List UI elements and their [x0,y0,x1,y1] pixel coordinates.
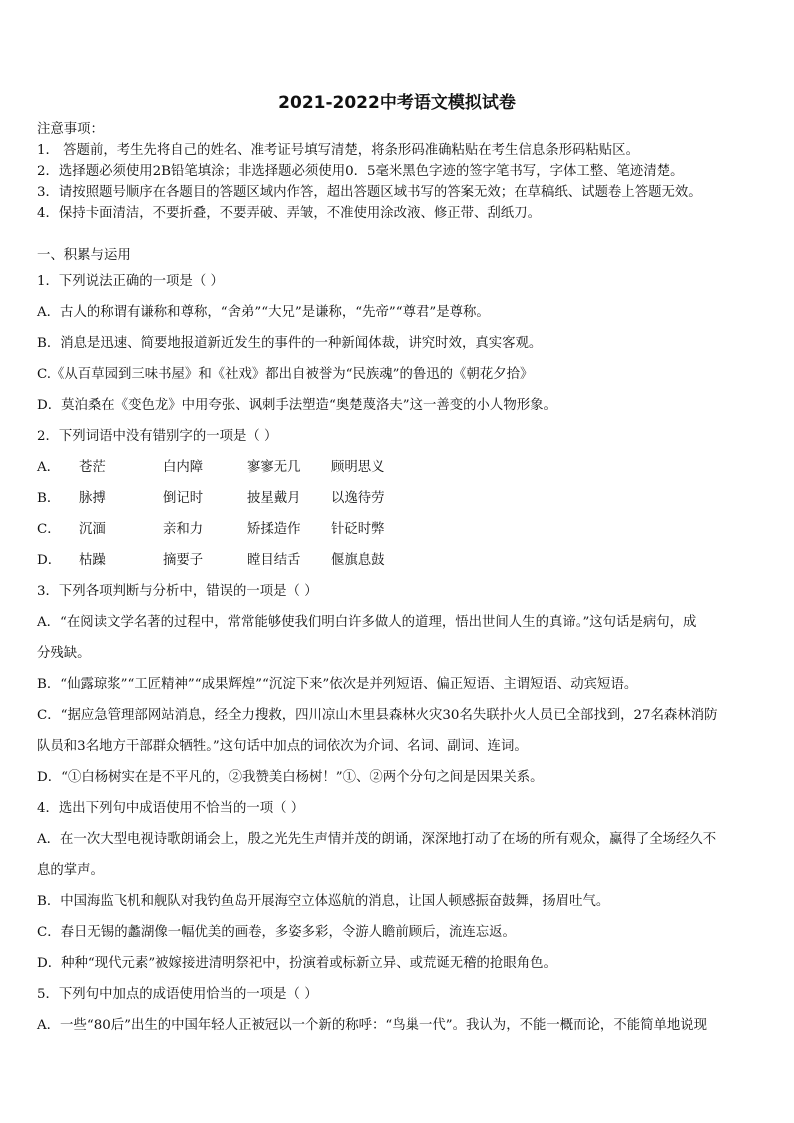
option-c: C.《从百草园到三味书屋》和《社戏》都出自被誉为“民族魂”的鲁迅的《朝花夕拾》 [37,367,534,382]
option-d: D．“①白杨树实在是不平凡的，②我赞美白杨树！”①、②两个分句之间是因果关系。 [37,770,544,785]
option-c-cont: 队员和3名地方干部群众牺牲。”这句话中加点的词依次为介词、名词、副词、连词。 [37,739,528,754]
section-heading: 一、积累与运用 [37,248,131,263]
option-word: 偃旗息鼓 [331,553,385,568]
option-b: B．消息是迅速、简要地报道新近发生的事件的一种新闻体裁，讲究时效，真实客观。 [37,336,543,351]
option-a: A．一些“80后”出生的中国年轻人正被冠以一个新的称呼：“鸟巢一代”。我认为，不能一概而论，不能简单地说现 [37,1018,708,1033]
word-option-row [37,552,415,570]
word-option-row [37,521,415,539]
notice-item: 1． 答题前，考生先将自己的姓名、准考证号填写清楚，将条形码准确粘贴在考生信息条形码粘贴区。 [37,143,639,158]
option-c: C．“据应急管理部网站消息，经全力搜救，四川凉山木里县森林火灾30名失联扑火人员已全部找到，27名森林消防 [37,708,718,723]
notice-heading: 注意事项： [37,122,104,137]
option-label: A． [37,460,61,475]
option-word: 倒记时 [163,491,204,506]
notice-item: 2．选择题必须使用2B铅笔填涂；非选择题必须使用0．5毫米黑色字迹的签字笔书写，字体工整、笔迹清楚。 [37,164,684,179]
option-word: 顾明思义 [331,460,385,475]
option-b: B．“仙露琼浆”“工匠精神”“成果辉煌”“沉淀下来”依次是并列短语、偏正短语、主谓短语、动宾短语。 [37,677,638,692]
option-word: 针砭时弊 [331,522,385,537]
question-stem: 4．选出下列句中成语使用不恰当的一项（ ） [37,801,305,816]
option-label: C． [37,522,61,537]
option-a-cont: 息的掌声。 [37,863,104,878]
option-word: 瞠目结舌 [247,553,301,568]
option-d: D．种种“现代元素”被嫁接进清明祭祀中，扮演着或标新立异、或荒诞无稽的抢眼角色。 [37,956,557,971]
option-word: 沉湎 [79,522,106,537]
notice-item: 3．请按照题号顺序在各题目的答题区域内作答，超出答题区域书写的答案无效；在草稿纸、试题卷上答题无效。 [37,185,702,200]
option-word: 矫揉造作 [247,522,301,537]
option-b: B．中国海监飞机和舰队对我钓鱼岛开展海空立体巡航的消息，让国人顿感振奋鼓舞，扬眉吐气。 [37,894,610,909]
option-word: 白内障 [163,460,204,475]
question-stem: 3．下列各项判断与分析中，错误的一项是（ ） [37,584,318,599]
exam-title: 2021-2022中考语文模拟试卷 [278,93,516,113]
option-word: 披星戴月 [247,491,301,506]
option-a-cont: 分残缺。 [37,646,91,661]
option-word: 亲和力 [163,522,204,537]
option-word: 枯躁 [79,553,106,568]
word-option-row [37,490,415,508]
option-word: 苍茫 [79,460,106,475]
option-word: 寥寥无几 [247,460,301,475]
option-a: A．“在阅读文学名著的过程中，常常能够使我们明白许多做人的道理，悟出世间人生的真谛。”这句话是病句，成 [37,615,697,630]
option-c: C．春日无锡的蠡湖像一幅优美的画卷，多姿多彩，令游人瞻前顾后，流连忘返。 [37,925,516,940]
question-stem: 5．下列句中加点的成语使用恰当的一项是（ ） [37,987,318,1002]
option-word: 摘要子 [163,553,204,568]
question-stem: 1．下列说法正确的一项是（ ） [37,274,224,289]
option-word: 以逸待劳 [331,491,385,506]
option-d: D．莫泊桑在《变色龙》中用夸张、讽刺手法塑造“奥楚蔑洛夫”这一善变的小人物形象。 [37,398,557,413]
option-label: B． [37,491,61,506]
word-option-row [37,459,415,477]
question-stem: 2．下列词语中没有错别字的一项是（ ） [37,429,278,444]
option-word: 脉搏 [79,491,106,506]
option-label: D． [37,553,62,568]
notice-item: 4．保持卡面清洁，不要折叠，不要弄破、弄皱，不准使用涂改液、修正带、刮纸刀。 [37,206,541,221]
option-a: A．古人的称谓有谦称和尊称，“舍弟”“大兄”是谦称，“先帝”“尊君”是尊称。 [37,305,490,320]
option-a: A．在一次大型电视诗歌朗诵会上，殷之光先生声情并茂的朗诵，深深地打动了在场的所有观众，赢得了全场经久不 [37,832,717,847]
